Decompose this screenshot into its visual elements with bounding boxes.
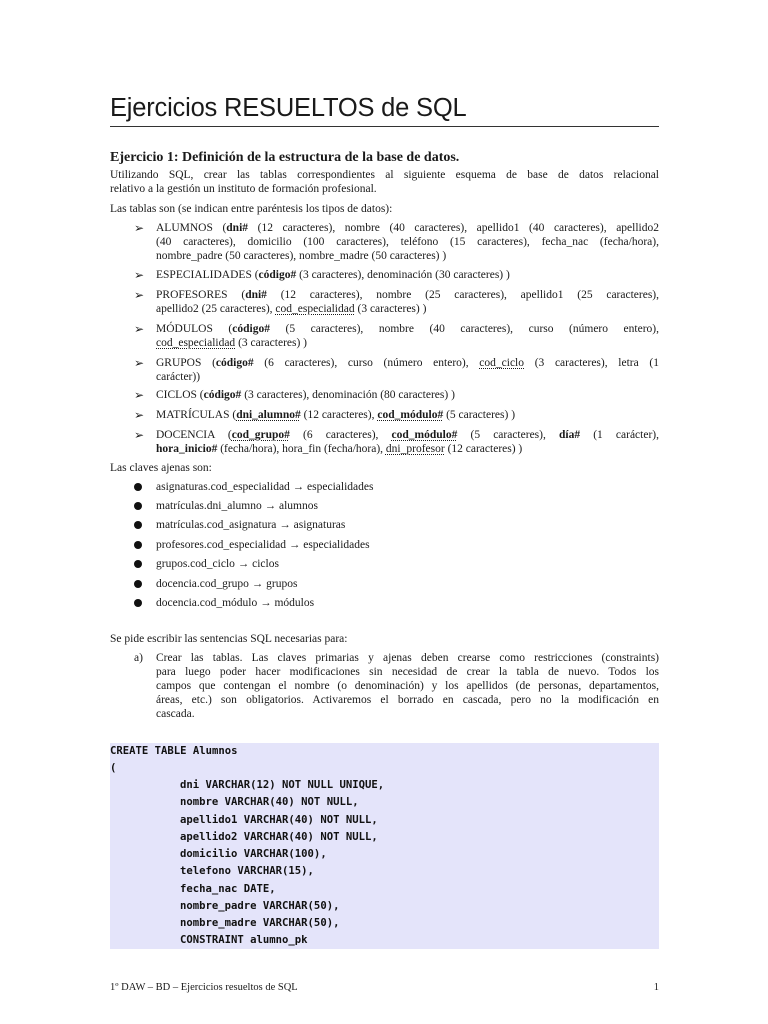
primary-key: cod_módulo# (391, 429, 458, 441)
table-fields: (12 caracteres), nombre (25 caracteres), apellido1 (25 caracteres), (266, 289, 659, 301)
list-item: asignaturas.cod_especialidad → especialidades (134, 480, 373, 494)
arrow-bullet-icon: ➢ (134, 428, 145, 442)
page-footer (110, 982, 659, 994)
list-item: docencia.cod_grupo → grupos (134, 577, 297, 591)
code-line: CONSTRAINT alumno_pk (180, 934, 308, 946)
code-line: nombre VARCHAR(40) NOT NULL, (180, 796, 359, 808)
table-name: ALUMNOS ( (156, 222, 227, 234)
intro-paragraph (110, 168, 659, 196)
sql-code-block (110, 743, 659, 949)
table-name: GRUPOS ( (156, 357, 216, 369)
primary-key: dni_alumno# (236, 409, 301, 421)
table-fields: (3 caracteres) ) (354, 303, 427, 315)
footer-text: 1º DAW – BD – Ejercicios resueltos de SQL (110, 982, 298, 993)
bullet-dot-icon (134, 483, 142, 491)
bullet-dot-icon (134, 541, 142, 549)
table-fields: (fecha/hora), hora_fin (fecha/hora), (217, 443, 386, 455)
arrow-bullet-icon: ➢ (134, 288, 145, 302)
table-item-profesores (134, 288, 659, 316)
table-fields: (12 caracteres), (300, 409, 378, 421)
list-item: matrículas.dni_alumno → alumnos (134, 499, 318, 513)
code-line: fecha_nac DATE, (180, 882, 276, 895)
table-item-alumnos (134, 221, 659, 263)
task-intro: Se pide escribir las sentencias SQL necesarias para: (110, 633, 348, 645)
exercise-heading: Ejercicio 1: Definición de la estructura de la base de datos. (110, 150, 460, 165)
table-fields: (3 caracteres) ) (235, 337, 308, 349)
code-line: nombre_padre VARCHAR(50), (180, 899, 340, 912)
primary-key: cod_grupo# (231, 429, 290, 441)
page-title: Ejercicios RESUELTOS de SQL (110, 92, 659, 127)
arrow-bullet-icon: ➢ (134, 268, 145, 282)
table-name: PROFESORES ( (156, 289, 246, 301)
table-fields: (3 caracteres), denominación (80 caracteres) ) (241, 389, 455, 401)
table-fields: (6 caracteres), curso (número entero), (253, 357, 480, 369)
code-line: CREATE TABLE Alumnos (110, 745, 238, 757)
primary-key: dni# (245, 289, 267, 301)
table-fields: carácter)) (156, 371, 201, 383)
table-fields: (6 caracteres), (289, 429, 392, 441)
code-line: ( (110, 762, 117, 774)
table-fields: (3 caracteres), letra (1 (524, 357, 660, 369)
bullet-dot-icon (134, 580, 142, 588)
arrow-bullet-icon: ➢ (134, 408, 145, 422)
table-fields: (5 caracteres), nombre (40 caracteres), curso (número entero), (269, 323, 659, 335)
table-fields: (12 caracteres) ) (444, 443, 523, 455)
arrow-bullet-icon: ➢ (134, 356, 145, 370)
primary-key: hora_inicio# (156, 443, 218, 455)
table-name: DOCENCIA ( (156, 429, 232, 441)
primary-key: código# (215, 357, 254, 369)
table-fields: nombre_padre (50 caracteres), nombre_madre (50 caracteres) ) (156, 250, 447, 262)
arrow-bullet-icon: ➢ (134, 322, 145, 336)
table-fields: (12 caracteres), nombre (40 caracteres), apellido1 (40 caracteres), apellido2 (248, 222, 659, 234)
bullet-dot-icon (134, 521, 142, 529)
primary-key: día# (558, 429, 581, 441)
list-item: docencia.cod_módulo → módulos (134, 596, 314, 610)
table-item-matriculas (134, 408, 659, 422)
tables-intro: Las tablas son (se indican entre paréntesis los tipos de datos): (110, 203, 393, 215)
intro-line-2: relativo a la gestión un instituto de formación profesional. (110, 183, 377, 195)
primary-key: cod_módulo# (377, 409, 444, 421)
table-item-grupos (134, 356, 659, 384)
primary-key: código# (203, 389, 242, 401)
table-fields: (5 caracteres), (457, 429, 559, 441)
table-item-ciclos (134, 388, 659, 402)
primary-key: dni# (226, 222, 249, 234)
task-item-a: a) Crear las tablas. Las claves primarias y ajenas deben crearse como restricciones (constraints) para luego poder hacer modificaciones sin necesidad de crear la tabla de nuevo. Todos los campos que contengan el nombre (o denominación) y los apellidos (de personas, departamentos, áreas, etc.) son obligatorios. Activaremos el borrado en cascada, pero no la modificación en cascada. (134, 652, 659, 720)
foreign-keys-intro: Las claves ajenas son: (110, 462, 212, 474)
list-item: matrículas.cod_asignatura → asignaturas (134, 518, 345, 532)
code-line: nombre_madre VARCHAR(50), (180, 917, 340, 929)
table-name: MÓDULOS ( (156, 323, 233, 335)
table-fields: (5 caracteres) ) (443, 409, 516, 421)
code-line: domicilio VARCHAR(100), (180, 848, 327, 860)
table-name: ESPECIALIDADES ( (156, 269, 259, 281)
code-line: apellido2 VARCHAR(40) NOT NULL, (180, 830, 378, 843)
foreign-key: cod_especialidad (156, 337, 236, 349)
bullet-dot-icon (134, 502, 142, 510)
table-name: MATRÍCULAS ( (156, 409, 237, 421)
bullet-dot-icon (134, 599, 142, 607)
arrow-bullet-icon: ➢ (134, 221, 145, 235)
foreign-key: dni_profesor (385, 443, 445, 455)
list-item: profesores.cod_especialidad → especialidades (134, 538, 370, 552)
list-item: grupos.cod_ciclo → ciclos (134, 557, 279, 571)
foreign-key: cod_especialidad (275, 303, 355, 315)
primary-key: código# (258, 269, 297, 281)
code-line: telefono VARCHAR(15), (180, 865, 314, 877)
code-line: dni VARCHAR(12) NOT NULL UNIQUE, (180, 779, 385, 791)
table-item-especialidades (134, 268, 659, 282)
intro-line-1: Utilizando SQL, crear las tablas correspondientes al siguiente esquema de base de datos relacional (110, 169, 659, 181)
primary-key: código# (232, 323, 270, 335)
table-fields: apellido2 (25 caracteres), (156, 303, 276, 315)
code-line: apellido1 VARCHAR(40) NOT NULL, (180, 813, 378, 826)
table-item-docencia (134, 428, 659, 456)
arrow-bullet-icon: ➢ (134, 388, 145, 402)
table-name: CICLOS ( (156, 389, 204, 401)
table-fields: (3 caracteres), denominación (30 caracteres) ) (296, 269, 510, 281)
table-fields: (1 carácter), (580, 429, 659, 441)
foreign-key: cod_ciclo (479, 357, 524, 369)
table-fields: (40 caracteres), domicilio (100 caracteres), teléfono (15 caracteres), fecha_nac (fecha/hora), (156, 236, 659, 248)
page-number: 1 (653, 982, 659, 993)
bullet-dot-icon (134, 560, 142, 568)
table-item-modulos (134, 322, 659, 350)
task-letter: a) (134, 652, 143, 664)
